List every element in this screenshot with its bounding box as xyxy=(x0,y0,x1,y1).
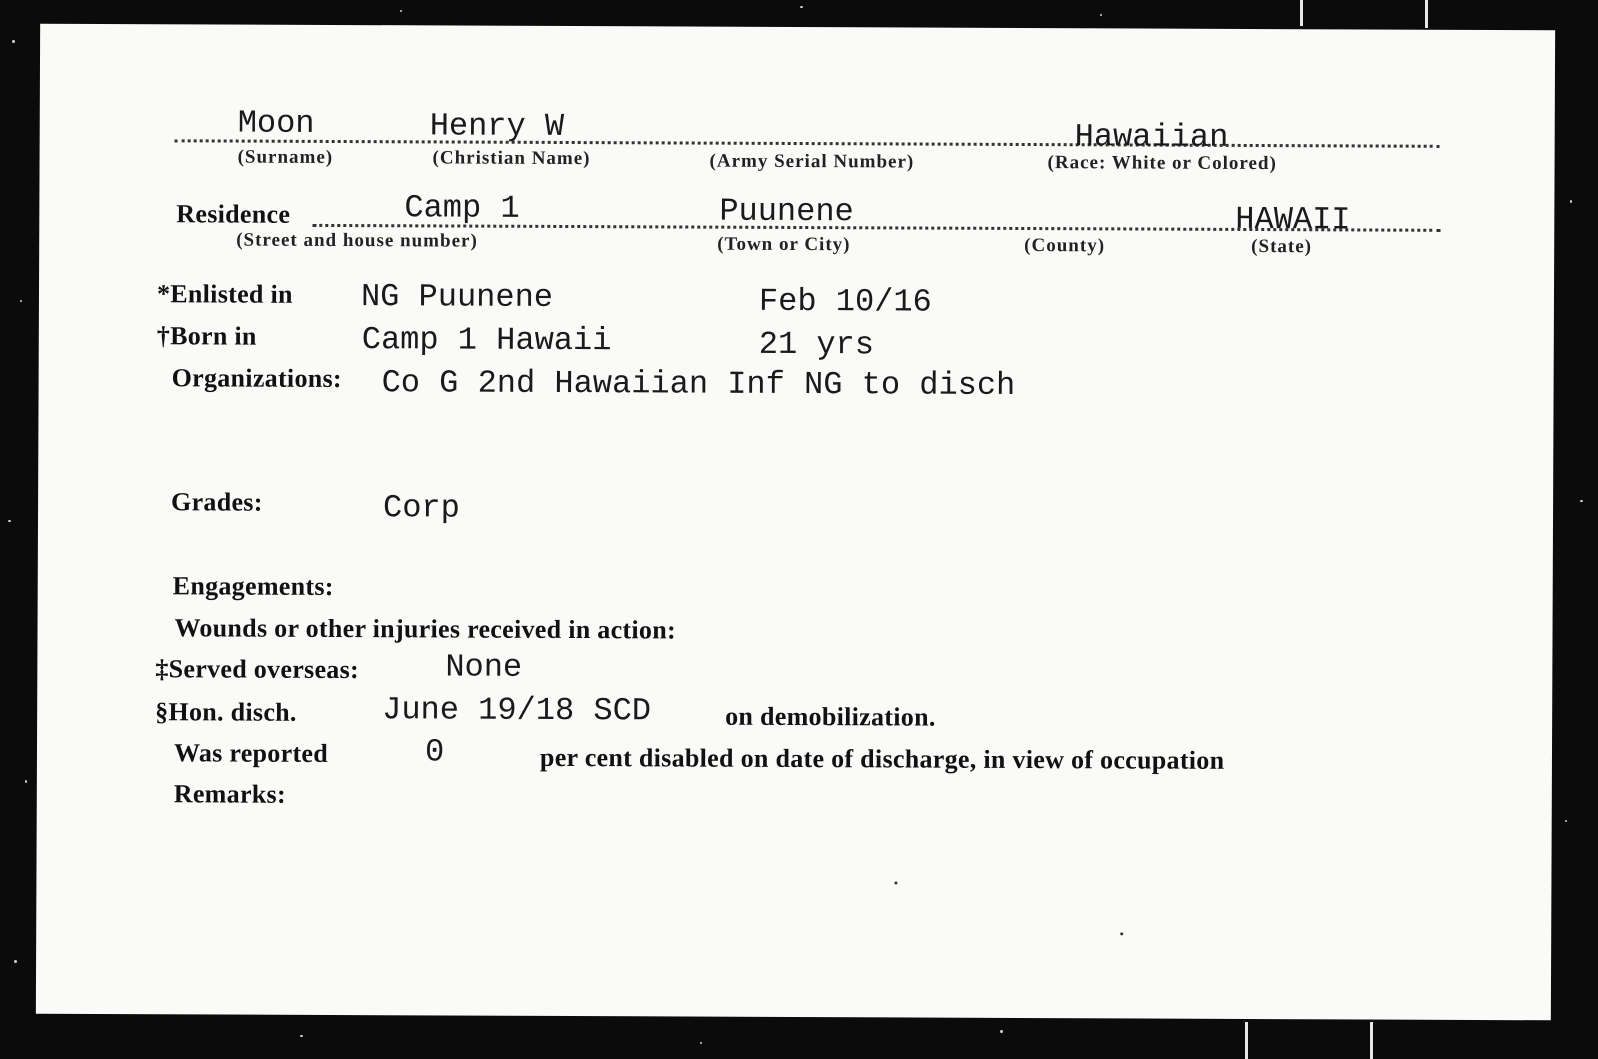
christian-name-caption: (Christian Name) xyxy=(432,147,591,170)
grades-value: Corp xyxy=(382,489,460,527)
street-value: Camp 1 xyxy=(404,189,520,227)
street-caption: (Street and house number) xyxy=(236,229,478,252)
town-value: Puunene xyxy=(719,192,854,231)
service-record-card xyxy=(36,24,1555,1021)
enlisted-date-value: Feb 10/16 xyxy=(758,282,932,321)
residence-label: Residence xyxy=(176,199,291,229)
served-overseas-label: ‡Served overseas: xyxy=(155,654,360,685)
born-label: †Born in xyxy=(156,321,257,351)
race-value: Hawaiian xyxy=(1074,118,1229,156)
grades-label: Grades: xyxy=(171,487,263,517)
remarks-label: Remarks: xyxy=(173,779,287,809)
enlisted-label: *Enlisted in xyxy=(156,279,293,309)
stray-mark xyxy=(1120,932,1123,935)
served-overseas-value: None xyxy=(445,648,523,686)
name-dotted-line xyxy=(175,139,1440,148)
was-reported-label: Was reported xyxy=(173,738,329,768)
hon-disch-label: §Hon. disch. xyxy=(155,697,297,727)
born-age-value: 21 yrs xyxy=(758,325,875,364)
christian-name-value: Henry W xyxy=(429,107,565,145)
state-value: HAWAII xyxy=(1235,200,1351,239)
army-serial-caption: (Army Serial Number) xyxy=(709,150,915,173)
organizations-label: Organizations: xyxy=(171,363,342,394)
town-caption: (Town or City) xyxy=(717,233,851,256)
stray-mark xyxy=(894,881,897,884)
surname-caption: (Surname) xyxy=(237,146,334,168)
organizations-value: Co G 2nd Hawaiian Inf NG to disch xyxy=(381,364,1016,404)
disability-suffix: per cent disabled on date of discharge, in view of occupation xyxy=(539,742,1225,775)
born-place-value: Camp 1 Hawaii xyxy=(361,321,612,360)
disability-percent-value: 0 xyxy=(424,733,445,771)
enlisted-place-value: NG Puunene xyxy=(360,278,554,316)
state-caption: (State) xyxy=(1251,235,1313,258)
engagements-label: Engagements: xyxy=(172,571,334,601)
surname-value: Moon xyxy=(237,104,315,142)
wounds-label: Wounds or other injuries received in action: xyxy=(174,613,677,645)
county-caption: (County) xyxy=(1024,234,1106,257)
race-caption: (Race: White or Colored) xyxy=(1047,152,1277,175)
hon-disch-suffix: on demobilization. xyxy=(725,701,936,732)
hon-disch-value: June 19/18 SCD xyxy=(382,691,652,730)
